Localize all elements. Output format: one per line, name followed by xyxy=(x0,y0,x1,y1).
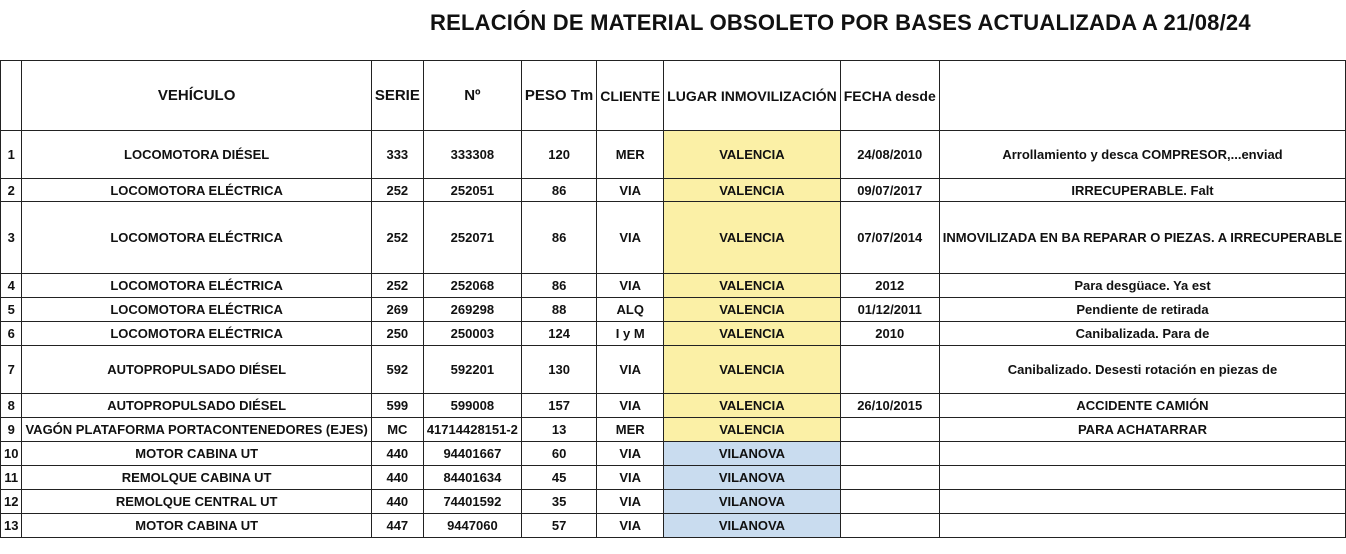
serie-cell: 592 xyxy=(371,346,423,394)
numero-cell: 269298 xyxy=(423,298,521,322)
table-row xyxy=(1,298,1346,322)
table-row xyxy=(1,274,1346,298)
table-row xyxy=(1,394,1346,418)
vehiculo-cell: AUTOPROPULSADO DIÉSEL xyxy=(22,394,371,418)
peso-cell: 120 xyxy=(521,131,596,179)
peso-cell: 45 xyxy=(521,466,596,490)
table-row xyxy=(1,346,1346,394)
lugar-cell: VALENCIA xyxy=(664,394,841,418)
serie-header: SERIE xyxy=(371,61,423,131)
row-number: 9 xyxy=(1,418,22,442)
vehiculo-cell: REMOLQUE CABINA UT xyxy=(22,466,371,490)
observaciones-header xyxy=(939,61,1345,131)
numero-cell: 41714428151-2 xyxy=(423,418,521,442)
serie-cell: MC xyxy=(371,418,423,442)
peso-cell: 130 xyxy=(521,346,596,394)
row-number: 6 xyxy=(1,322,22,346)
row-number: 3 xyxy=(1,202,22,274)
vehiculo-cell: LOCOMOTORA ELÉCTRICA xyxy=(22,298,371,322)
lugar-cell: VALENCIA xyxy=(664,322,841,346)
serie-cell: 252 xyxy=(371,274,423,298)
fecha-cell: 24/08/2010 xyxy=(840,131,939,179)
cliente-cell: VIA xyxy=(597,442,664,466)
observaciones-cell: Arrollamiento y desca COMPRESOR,...enviad xyxy=(939,131,1345,179)
row-number: 5 xyxy=(1,298,22,322)
vehiculo-cell: LOCOMOTORA ELÉCTRICA xyxy=(22,322,371,346)
cliente-cell: MER xyxy=(597,418,664,442)
peso-cell: 157 xyxy=(521,394,596,418)
numero-cell: 74401592 xyxy=(423,490,521,514)
numero-cell: 252068 xyxy=(423,274,521,298)
vehiculo-cell: MOTOR CABINA UT xyxy=(22,514,371,538)
serie-cell: 440 xyxy=(371,466,423,490)
observaciones-cell: PARA ACHATARRAR xyxy=(939,418,1345,442)
observaciones-cell: Canibalizada. Para de xyxy=(939,322,1345,346)
vehiculo-cell: AUTOPROPULSADO DIÉSEL xyxy=(22,346,371,394)
vehiculo-cell: LOCOMOTORA DIÉSEL xyxy=(22,131,371,179)
row-number: 2 xyxy=(1,179,22,202)
row-number: 7 xyxy=(1,346,22,394)
serie-cell: 250 xyxy=(371,322,423,346)
peso-cell: 60 xyxy=(521,442,596,466)
row-number: 10 xyxy=(1,442,22,466)
observaciones-cell: INMOVILIZADA EN BA REPARAR O PIEZAS. A IRRECUPERABLE xyxy=(939,202,1345,274)
lugar-cell: VALENCIA xyxy=(664,418,841,442)
cliente-cell: VIA xyxy=(597,346,664,394)
table-body xyxy=(1,131,1346,538)
vehiculo-header: VEHÍCULO xyxy=(22,61,371,131)
vehiculo-cell: LOCOMOTORA ELÉCTRICA xyxy=(22,179,371,202)
lugar-cell: VILANOVA xyxy=(664,514,841,538)
lugar-cell: VALENCIA xyxy=(664,298,841,322)
material-table xyxy=(0,60,1346,538)
numero-cell: 599008 xyxy=(423,394,521,418)
lugar-cell: VILANOVA xyxy=(664,466,841,490)
fecha-cell xyxy=(840,514,939,538)
peso-cell: 124 xyxy=(521,322,596,346)
table-row xyxy=(1,466,1346,490)
observaciones-cell xyxy=(939,490,1345,514)
peso-cell: 88 xyxy=(521,298,596,322)
table-row xyxy=(1,131,1346,179)
fecha-cell: 2012 xyxy=(840,274,939,298)
cliente-header: CLIENTE xyxy=(597,61,664,131)
table-row xyxy=(1,418,1346,442)
fecha-cell xyxy=(840,490,939,514)
observaciones-cell xyxy=(939,466,1345,490)
row-number: 1 xyxy=(1,131,22,179)
page-title: RELACIÓN DE MATERIAL OBSOLETO POR BASES ACTUALIZADA A 21/08/24 xyxy=(430,10,1251,35)
numero-cell: 592201 xyxy=(423,346,521,394)
cliente-cell: ALQ xyxy=(597,298,664,322)
row-number: 12 xyxy=(1,490,22,514)
fecha-cell xyxy=(840,346,939,394)
observaciones-cell: ACCIDENTE CAMIÓN xyxy=(939,394,1345,418)
peso-header: PESO Tm xyxy=(521,61,596,131)
fecha-cell xyxy=(840,442,939,466)
numero-cell: 9447060 xyxy=(423,514,521,538)
table-row xyxy=(1,442,1346,466)
fecha-cell: 01/12/2011 xyxy=(840,298,939,322)
lugar-cell: VALENCIA xyxy=(664,346,841,394)
fecha-cell: 09/07/2017 xyxy=(840,179,939,202)
vehiculo-cell: VAGÓN PLATAFORMA PORTACONTENEDORES (EJES) xyxy=(22,418,371,442)
lugar-cell: VALENCIA xyxy=(664,131,841,179)
peso-cell: 13 xyxy=(521,418,596,442)
cliente-cell: VIA xyxy=(597,274,664,298)
serie-cell: 599 xyxy=(371,394,423,418)
cliente-cell: VIA xyxy=(597,179,664,202)
observaciones-cell: Para desgüace. Ya est xyxy=(939,274,1345,298)
table-row xyxy=(1,322,1346,346)
numero-cell: 252051 xyxy=(423,179,521,202)
vehiculo-cell: LOCOMOTORA ELÉCTRICA xyxy=(22,274,371,298)
fecha-cell xyxy=(840,466,939,490)
lugar-cell: VALENCIA xyxy=(664,202,841,274)
cliente-cell: VIA xyxy=(597,514,664,538)
observaciones-cell xyxy=(939,514,1345,538)
cliente-cell: VIA xyxy=(597,490,664,514)
row-number: 8 xyxy=(1,394,22,418)
numero-header: Nº xyxy=(423,61,521,131)
peso-cell: 57 xyxy=(521,514,596,538)
row-number: 13 xyxy=(1,514,22,538)
table-row xyxy=(1,514,1346,538)
fecha-cell xyxy=(840,418,939,442)
lugar-cell: VILANOVA xyxy=(664,442,841,466)
numero-cell: 333308 xyxy=(423,131,521,179)
cliente-cell: I y M xyxy=(597,322,664,346)
vehiculo-cell: REMOLQUE CENTRAL UT xyxy=(22,490,371,514)
table-row xyxy=(1,202,1346,274)
peso-cell: 86 xyxy=(521,179,596,202)
cliente-cell: VIA xyxy=(597,202,664,274)
vehiculo-cell: LOCOMOTORA ELÉCTRICA xyxy=(22,202,371,274)
serie-cell: 269 xyxy=(371,298,423,322)
header-row xyxy=(1,61,1346,131)
numero-cell: 250003 xyxy=(423,322,521,346)
lugar-cell: VILANOVA xyxy=(664,490,841,514)
serie-cell: 440 xyxy=(371,490,423,514)
cliente-cell: VIA xyxy=(597,466,664,490)
row-number: 11 xyxy=(1,466,22,490)
numero-cell: 84401634 xyxy=(423,466,521,490)
table-row xyxy=(1,490,1346,514)
row-number-header xyxy=(1,61,22,131)
numero-cell: 94401667 xyxy=(423,442,521,466)
serie-cell: 252 xyxy=(371,179,423,202)
serie-cell: 252 xyxy=(371,202,423,274)
peso-cell: 86 xyxy=(521,202,596,274)
fecha-header: FECHA desde xyxy=(840,61,939,131)
serie-cell: 440 xyxy=(371,442,423,466)
numero-cell: 252071 xyxy=(423,202,521,274)
peso-cell: 35 xyxy=(521,490,596,514)
vehiculo-cell: MOTOR CABINA UT xyxy=(22,442,371,466)
cliente-cell: VIA xyxy=(597,394,664,418)
lugar-header: LUGAR INMOVILIZACIÓN xyxy=(664,61,841,131)
row-number: 4 xyxy=(1,274,22,298)
lugar-cell: VALENCIA xyxy=(664,274,841,298)
observaciones-cell xyxy=(939,442,1345,466)
fecha-cell: 26/10/2015 xyxy=(840,394,939,418)
serie-cell: 333 xyxy=(371,131,423,179)
fecha-cell: 2010 xyxy=(840,322,939,346)
lugar-cell: VALENCIA xyxy=(664,179,841,202)
fecha-cell: 07/07/2014 xyxy=(840,202,939,274)
serie-cell: 447 xyxy=(371,514,423,538)
cliente-cell: MER xyxy=(597,131,664,179)
observaciones-cell: Pendiente de retirada xyxy=(939,298,1345,322)
observaciones-cell: Canibalizado. Desesti rotación en piezas de xyxy=(939,346,1345,394)
peso-cell: 86 xyxy=(521,274,596,298)
table-row xyxy=(1,179,1346,202)
observaciones-cell: IRRECUPERABLE. Falt xyxy=(939,179,1345,202)
